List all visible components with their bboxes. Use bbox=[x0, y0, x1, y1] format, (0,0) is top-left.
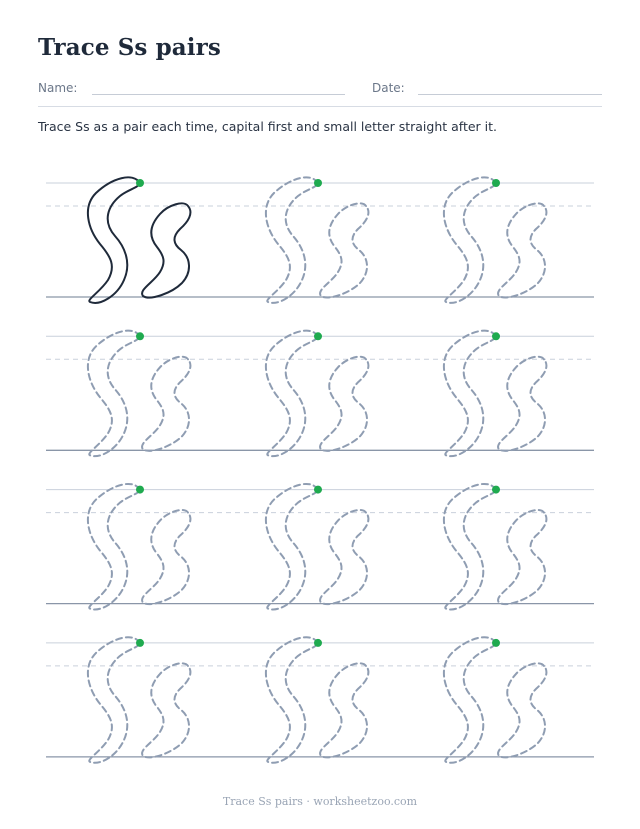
start-dot-icon bbox=[136, 639, 144, 647]
trace-letter-pair[interactable] bbox=[266, 637, 369, 763]
trace-letter-pair[interactable] bbox=[444, 484, 547, 610]
start-dot-icon bbox=[314, 639, 322, 647]
trace-letter-pair[interactable] bbox=[88, 484, 191, 610]
start-dot-icon bbox=[314, 486, 322, 494]
start-dot-icon bbox=[492, 486, 500, 494]
model-letter-pair bbox=[88, 177, 191, 303]
trace-letter-pair[interactable] bbox=[88, 331, 191, 457]
worksheet-title: Trace Ss pairs bbox=[38, 34, 221, 61]
start-dot-icon bbox=[136, 332, 144, 340]
start-dot-icon bbox=[136, 486, 144, 494]
trace-letter-pair[interactable] bbox=[444, 637, 547, 763]
start-dot-icon bbox=[492, 179, 500, 187]
trace-letter-pair[interactable] bbox=[266, 331, 369, 457]
name-label: Name: bbox=[38, 81, 78, 95]
start-dot-icon bbox=[136, 179, 144, 187]
start-dot-icon bbox=[492, 639, 500, 647]
trace-letter-pair[interactable] bbox=[88, 637, 191, 763]
trace-letter-pair[interactable] bbox=[266, 177, 369, 303]
instructions-text: Trace Ss as a pair each time, capital first and small letter straight after it. bbox=[38, 119, 498, 134]
start-dot-icon bbox=[314, 179, 322, 187]
start-dot-icon bbox=[314, 332, 322, 340]
footer-credit: Trace Ss pairs · worksheetzoo.com bbox=[222, 795, 418, 808]
trace-letter-pair[interactable] bbox=[266, 484, 369, 610]
start-dot-icon bbox=[492, 332, 500, 340]
date-label: Date: bbox=[372, 81, 405, 95]
trace-letter-pair[interactable] bbox=[444, 331, 547, 457]
trace-letter-pair[interactable] bbox=[444, 177, 547, 303]
